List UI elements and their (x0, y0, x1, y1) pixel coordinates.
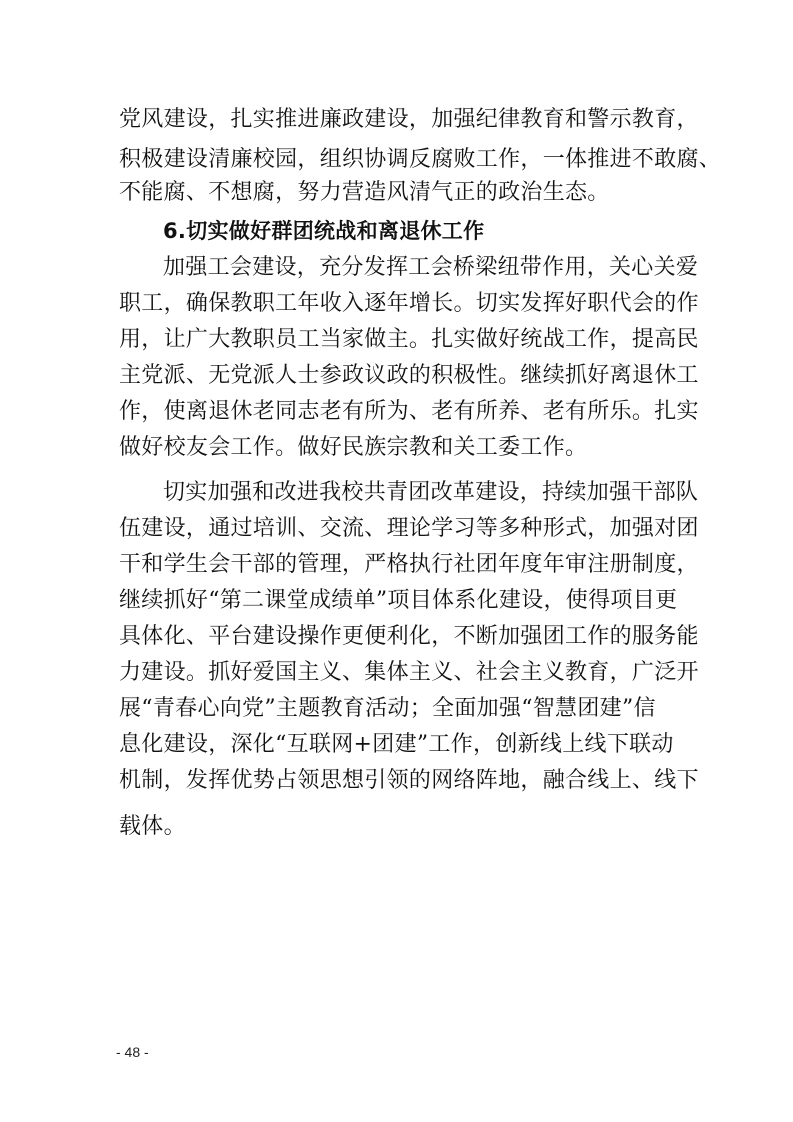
paragraph-line: 职工，确保教职工年收入逐年增长。切实发挥好职代会的作 (119, 291, 699, 316)
paragraph-line: 继续抓好“第二课堂成绩单”项目体系化建设，使得项目更 (119, 588, 678, 613)
paragraph-line: 机制，发挥优势占领思想引领的网络阵地，融合线上、线下 (119, 768, 699, 793)
paragraph-line: 具体化、平台建设操作更便利化，不断加强团工作的服务能 (119, 624, 699, 649)
paragraph-line: 用，让广大教职员工当家做主。扎实做好统战工作，提高民 (119, 327, 699, 352)
paragraph-line: 积极建设清廉校园，组织协调反腐败工作，一体推进不敢腐、 (119, 147, 722, 172)
paragraph-line: 加强工会建设，充分发挥工会桥梁纽带作用，关心关爱 (163, 255, 699, 280)
paragraph-line: 伍建设，通过培训、交流、理论学习等多种形式，加强对团 (119, 516, 699, 541)
paragraph-line: 党风建设，扎实推进廉政建设，加强纪律教育和警示教育， (119, 107, 699, 132)
section-heading: 6.切实做好群团统战和离退休工作 (163, 219, 485, 243)
paragraph-line: 息化建设，深化“互联网+团建”工作，创新线上线下联动 (119, 732, 674, 757)
paragraph-line: 干和学生会干部的管理，严格执行社团年度年审注册制度， (119, 552, 699, 577)
paragraph-line: 不能腐、不想腐，努力营造风清气正的政治生态。 (119, 180, 610, 205)
paragraph-line: 切实加强和改进我校共青团改革建设，持续加强干部队 (163, 480, 699, 505)
paragraph-line: 载体。 (119, 814, 186, 839)
page-number: - 48 - (116, 1044, 149, 1060)
paragraph-line: 做好校友会工作。做好民族宗教和关工委工作。 (119, 435, 588, 460)
paragraph-line: 力建设。抓好爱国主义、集体主义、社会主义教育，广泛开 (119, 660, 699, 685)
paragraph-line: 主党派、无党派人士参政议政的积极性。继续抓好离退休工 (119, 363, 699, 388)
paragraph-line: 展“青春心向党”主题教育活动；全面加强“智慧团建”信 (119, 696, 656, 721)
paragraph-line: 作，使离退休老同志老有所为、老有所养、老有所乐。扎实 (119, 399, 699, 424)
